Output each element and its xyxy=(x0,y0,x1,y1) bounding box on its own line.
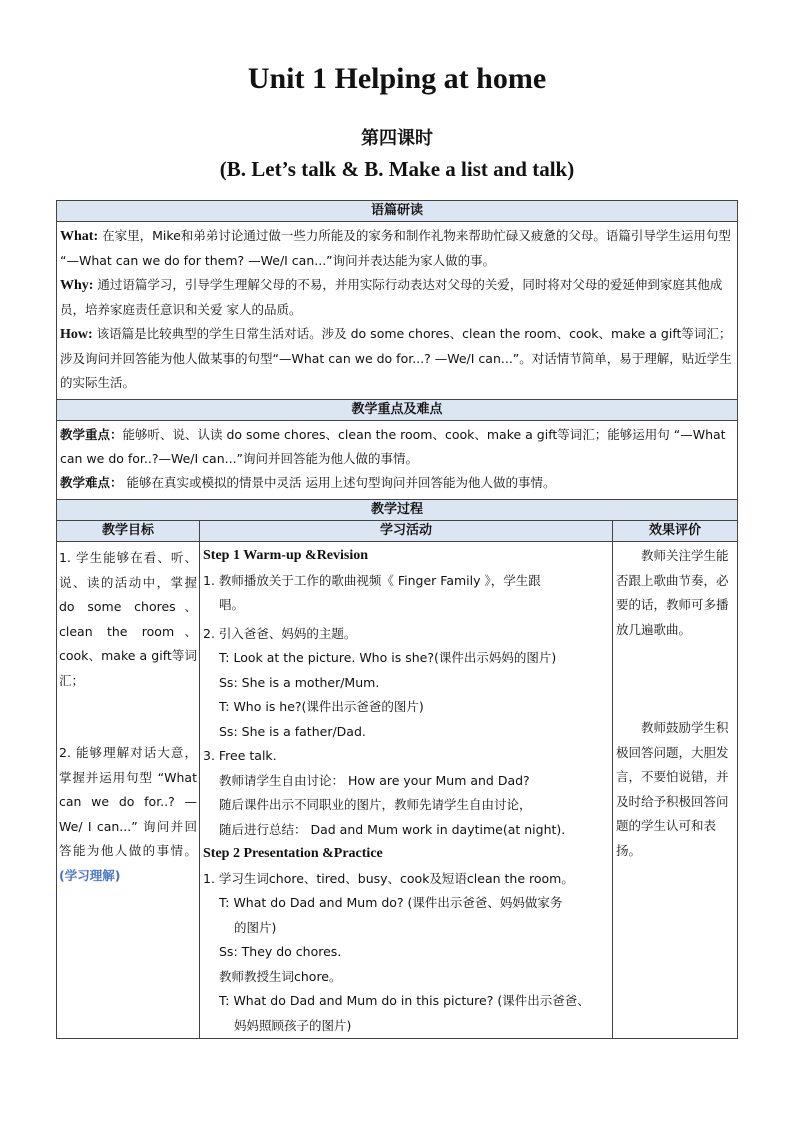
why-label: Why: xyxy=(60,278,94,293)
key-point-text: 能够听、说、认读 do some chores、clean the room、cook、make a gift等词汇；能够运用句 “—What can we do for..?—We/I can...”询问并回答能为他人做的事情。 xyxy=(60,427,726,466)
activity-line: 教师教授生词chore。 xyxy=(219,968,342,984)
why-text: 通过语篇学习，引导学生理解父母的不易，并用实际行动表达对父母的关爱，同时将对父母的爱延伸到家庭其他成员，培养家庭责任意识和关爱 家人的品质。 xyxy=(60,277,723,317)
why-paragraph xyxy=(60,273,734,322)
key-points-cell xyxy=(57,421,738,500)
what-label: What: xyxy=(60,229,99,244)
activity-line: 唱。 xyxy=(219,597,245,612)
activity-line: T: Look at the picture. Who is she?(课件出示妈妈的图片) xyxy=(219,650,557,665)
activity-line: 1. 教师播放关于工作的歌曲视频《 Finger Family 》，学生跟 xyxy=(203,572,541,588)
document-title: Unit 1 Helping at home xyxy=(247,62,547,95)
key-points-header: 教学重点及难点 xyxy=(57,400,738,421)
activity-line: 教师请学生自由讨论： How are your Mum and Dad? xyxy=(219,772,530,788)
evaluation-cell xyxy=(613,542,738,1039)
activity-line: 妈妈照顾孩子的图片) xyxy=(234,1017,352,1033)
lesson-subtitle: (B. Let’s talk & B. Make a list and talk) xyxy=(219,157,575,181)
activity-line: 的图片) xyxy=(234,919,277,935)
step-1-title: Step 1 Warm-up &Revision xyxy=(203,548,369,563)
activity-column-header: 学习活动 xyxy=(200,521,613,542)
how-paragraph xyxy=(60,322,734,395)
activity-line: T: What do Dad and Mum do? (课件出示爸爸、妈妈做家务 xyxy=(219,895,563,910)
activity-line: Ss: She is a father/Dad. xyxy=(219,723,366,739)
text-analysis-cell xyxy=(57,222,738,400)
activity-line: 2. 引入爸爸、妈妈的主题。 xyxy=(203,625,357,641)
key-point-label: 教学重点： xyxy=(60,427,123,442)
activity-line: Ss: They do chores. xyxy=(219,944,342,959)
activity-line: 随后进行总结： Dad and Mum work in daytime(at night). xyxy=(219,821,566,837)
goal-cell xyxy=(57,542,200,1039)
text-analysis-header: 语篇研读 xyxy=(57,201,738,222)
difficulty-paragraph xyxy=(60,471,734,495)
difficulty-label: 教学难点： xyxy=(60,475,123,490)
activity-line: 3. Free talk. xyxy=(203,748,277,763)
activity-line: T: What do Dad and Mum do in this picture? (课件出示爸爸、 xyxy=(219,993,590,1008)
evaluation-1: 教师关注学生能否跟上歌曲节奏，必要的话，教师可多播放几遍歌曲。 xyxy=(616,548,729,637)
lesson-number: 第四课时 xyxy=(361,128,433,149)
lesson-plan-table xyxy=(56,200,738,1039)
activity-line: Ss: She is a mother/Mum. xyxy=(219,674,380,690)
evaluation-2: 教师鼓励学生积极回答问题，大胆发言，不要怕说错，并及时给予积极回答问题的学生认可和表扬。 xyxy=(616,720,729,858)
how-text: 该语篇是比较典型的学生日常生活对话。涉及 do some chores、clean the room、cook、make a gift等词汇；涉及询问并回答能为他人做某事的句型“—What can we do for...? —We/I can...”。对话情节简单，易于理解，贴近学生的实际生活。 xyxy=(60,326,732,390)
activity-line: 1. 学习生词chore、tired、busy、cook及短语clean the room。 xyxy=(203,870,574,886)
activity-line: 随后课件出示不同职业的图片，教师先请学生自由讨论， xyxy=(219,797,532,812)
activity-line: T: Who is he?(课件出示爸爸的图片) xyxy=(219,699,424,714)
what-text: 在家里，Mike和弟弟讨论通过做一些力所能及的家务和制作礼物来帮助忙碌又疲惫的父母。语篇引导学生运用句型 “—What can we do for them? —We/I can...”询问并表达能为家人做的事。 xyxy=(60,228,731,268)
goal-column-header: 教学目标 xyxy=(57,521,200,542)
goal-2-text: 2. 能够理解对话大意，掌握并运用句型 “What can we do for..? —We/ I can...” 询问并回答能为他人做的事情。 xyxy=(59,745,197,858)
goal-1: 1. 学生能够在看、听、说、读的活动中，掌握 do some chores、clean the room、cook、make a gift等词汇； xyxy=(59,550,197,688)
how-label: How: xyxy=(60,327,93,342)
difficulty-text: 能够在真实或模拟的情景中灵活 运用上述句型询问并回答能为他人做的事情。 xyxy=(122,475,556,490)
evaluation-column-header: 效果评价 xyxy=(613,521,738,542)
process-header: 教学过程 xyxy=(57,500,738,521)
activity-cell xyxy=(200,542,613,1039)
key-point-paragraph xyxy=(60,423,734,471)
step-2-title: Step 2 Presentation &Practice xyxy=(203,846,383,861)
what-paragraph xyxy=(60,224,734,273)
goal-2-tag: (学习理解) xyxy=(59,867,121,883)
goal-2 xyxy=(59,741,197,888)
